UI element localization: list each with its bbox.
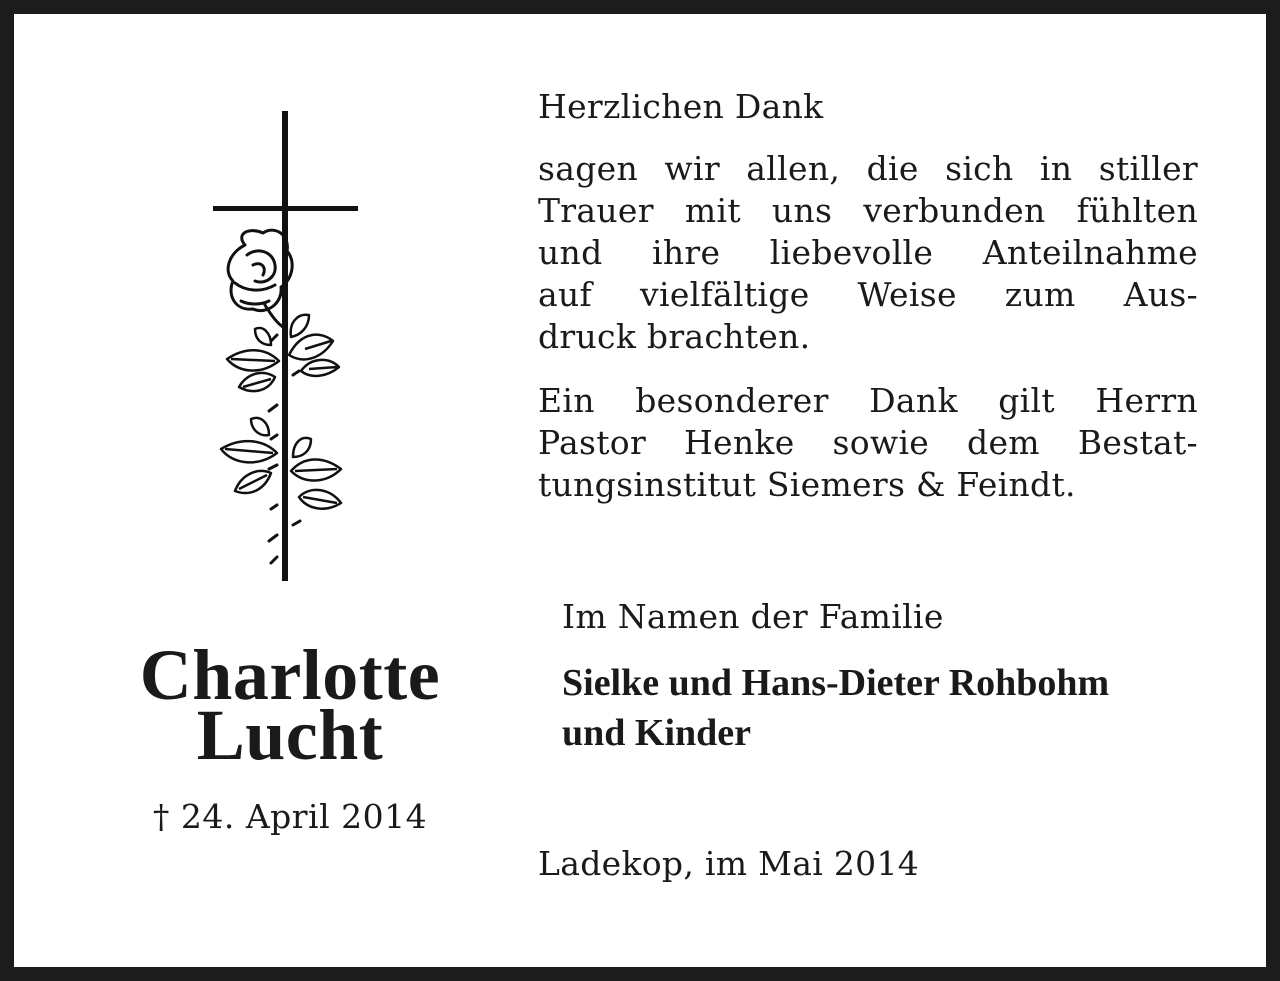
thanks-paragraph-1-line: auf vielfältige Weise zum Aus-: [538, 275, 1198, 314]
thanks-paragraph-1-line: und ihre liebevolle Anteilnahme: [538, 233, 1198, 272]
deceased-last-name: Lucht: [196, 695, 384, 775]
thanks-paragraph-1-line: druck brachten.: [538, 317, 811, 356]
cross-with-rose-icon: [205, 105, 365, 590]
thanks-paragraph-2: [538, 380, 1198, 506]
family-intro: Im Namen der Familie: [562, 597, 944, 636]
thanks-paragraph-2-line: Ein besonderer Dank gilt Herrn: [538, 381, 1198, 420]
deceased-first-name: Charlotte: [139, 635, 441, 715]
thanks-paragraph-1-line: Trauer mit uns verbunden fühlten: [538, 191, 1198, 230]
thanks-paragraph-2-line: Pastor Henke sowie dem Bestat-: [538, 423, 1198, 462]
family-names-line: Sielke und Hans-Dieter Rohbohm: [562, 662, 1110, 704]
thanks-heading: Herzlichen Dank: [538, 87, 824, 126]
thanks-paragraph-1: [538, 148, 1198, 358]
thanks-paragraph-1-line: sagen wir allen, die sich in stiller: [538, 149, 1198, 188]
death-date: † 24. April 2014: [152, 797, 428, 836]
family-names: [562, 658, 1202, 758]
place-date: Ladekop, im Mai 2014: [538, 844, 920, 883]
family-names-line: und Kinder: [562, 712, 752, 754]
thanks-paragraph-2-line: tungsinstitut Siemers & Feindt.: [538, 465, 1076, 504]
